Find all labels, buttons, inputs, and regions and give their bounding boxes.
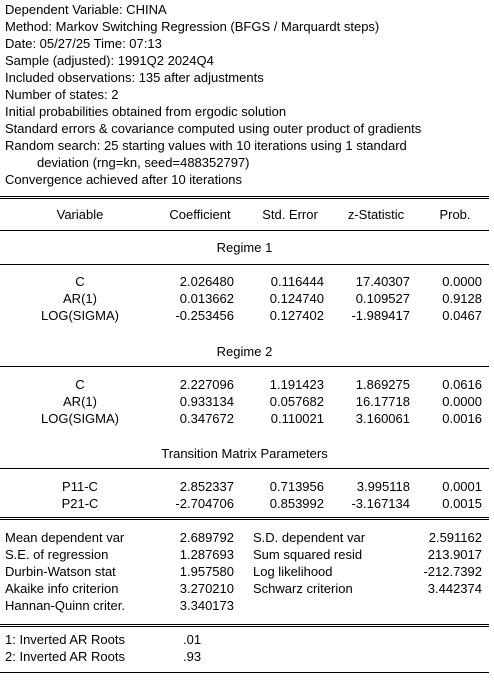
root-label: 1: Inverted AR Roots <box>5 632 125 647</box>
table-cell: 3.160061 <box>355 411 410 426</box>
table-cell: 2.852337 <box>179 479 234 494</box>
table-cell: 16.17718 <box>355 394 410 409</box>
header-line: deviation (rng=kn, seed=488352797) <box>37 155 250 170</box>
divider-line <box>0 519 489 520</box>
table-cell: 0.347672 <box>179 411 234 426</box>
header-line: Method: Markov Switching Regression (BFGS / Marquardt steps) <box>5 19 380 34</box>
stat-value: 1.957580 <box>179 564 234 579</box>
stat-value: 3.270210 <box>179 581 234 596</box>
section-title: Transition Matrix Parameters <box>161 446 328 461</box>
table-cell: 0.0616 <box>442 377 482 392</box>
variable-name: LOG(SIGMA) <box>40 308 119 323</box>
table-cell: 0.110021 <box>270 411 324 426</box>
column-header: z-Statistic <box>347 207 405 222</box>
variable-name: C <box>75 274 85 289</box>
stat-value: 3.442374 <box>427 581 482 596</box>
variable-name: C <box>75 377 85 392</box>
stat-label: Log likelihood <box>253 564 333 579</box>
table-cell: 3.995118 <box>356 479 410 494</box>
table-cell: 0.109527 <box>355 291 410 306</box>
header-line: Standard errors & covariance computed using outer product of gradients <box>5 121 422 136</box>
table-cell: 0.713956 <box>269 479 324 494</box>
section-title: Regime 1 <box>216 240 273 255</box>
divider-line <box>0 366 489 367</box>
stat-value: 2.689792 <box>179 530 234 545</box>
table-cell: -1.989417 <box>351 308 410 323</box>
root-label: 2: Inverted AR Roots <box>5 649 125 664</box>
variable-name: LOG(SIGMA) <box>40 411 119 426</box>
section-title: Regime 2 <box>216 344 273 359</box>
stat-value: 2.591162 <box>428 530 482 545</box>
header-line: Initial probabilities obtained from ergodic solution <box>5 104 287 119</box>
divider-line <box>0 468 489 469</box>
divider-line <box>0 517 489 518</box>
table-cell: 0.057682 <box>269 394 324 409</box>
table-cell: 0.0000 <box>442 394 482 409</box>
divider-line <box>0 196 489 197</box>
table-cell: -0.253456 <box>175 308 234 323</box>
column-header: Prob. <box>439 207 471 222</box>
table-cell: 0.124740 <box>269 291 324 306</box>
table-cell: -3.167134 <box>351 496 410 511</box>
table-cell: 0.0001 <box>442 479 482 494</box>
table-cell: 0.013662 <box>179 291 234 306</box>
variable-name: P11-C <box>62 479 98 494</box>
table-cell: 0.0015 <box>442 496 482 511</box>
variable-name: AR(1) <box>63 291 97 306</box>
divider-line <box>0 672 489 673</box>
stat-label: Sum squared resid <box>253 547 363 562</box>
variable-name: AR(1) <box>63 394 97 409</box>
header-line: Dependent Variable: CHINA <box>5 2 167 17</box>
stat-label: Durbin-Watson stat <box>5 564 116 579</box>
stat-label: Hannan-Quinn criter. <box>5 598 125 613</box>
divider-line <box>0 624 489 625</box>
table-cell: -2.704706 <box>175 496 234 511</box>
table-cell: 0.0016 <box>442 411 482 426</box>
table-cell: 0.116444 <box>270 274 324 289</box>
column-header: Coefficient <box>169 207 231 222</box>
table-cell: 0.0000 <box>442 274 482 289</box>
stat-value: 1.287693 <box>179 547 234 562</box>
table-cell: 1.191423 <box>269 377 324 392</box>
table-cell: 2.026480 <box>179 274 234 289</box>
stat-value: -212.7392 <box>423 564 482 579</box>
divider-line <box>0 264 489 265</box>
table-cell: 1.869275 <box>355 377 410 392</box>
stat-label: Mean dependent var <box>5 530 125 545</box>
header-line: Random search: 25 starting values with 10 iterations using 1 standard <box>5 138 407 153</box>
variable-name: P21-C <box>61 496 99 511</box>
stat-label: S.D. dependent var <box>253 530 366 545</box>
divider-line <box>0 626 489 627</box>
table-cell: 0.127402 <box>269 308 324 323</box>
table-cell: 2.227096 <box>179 377 234 392</box>
stat-value: 3.340173 <box>179 598 234 613</box>
divider-line <box>0 198 489 199</box>
header-line: Included observations: 135 after adjustments <box>5 70 264 85</box>
root-value: .01 <box>183 632 202 647</box>
stat-label: Akaike info criterion <box>5 581 119 596</box>
table-cell: 0.933134 <box>179 394 234 409</box>
root-value: .93 <box>183 649 202 664</box>
table-cell: 0.853992 <box>269 496 324 511</box>
header-line: Sample (adjusted): 1991Q2 2024Q4 <box>5 53 214 68</box>
table-cell: 0.0467 <box>442 308 482 323</box>
column-header: Std. Error <box>262 207 318 222</box>
column-header: Variable <box>56 207 104 222</box>
stat-label: S.E. of regression <box>5 547 109 562</box>
table-cell: 0.9128 <box>442 291 482 306</box>
stat-value: 213.9017 <box>427 547 482 562</box>
divider-line <box>0 230 489 231</box>
header-line: Date: 05/27/25 Time: 07:13 <box>5 36 162 51</box>
header-line: Number of states: 2 <box>5 87 119 102</box>
stat-label: Schwarz criterion <box>253 581 353 596</box>
table-cell: 17.40307 <box>355 274 410 289</box>
header-line: Convergence achieved after 10 iterations <box>5 172 243 187</box>
